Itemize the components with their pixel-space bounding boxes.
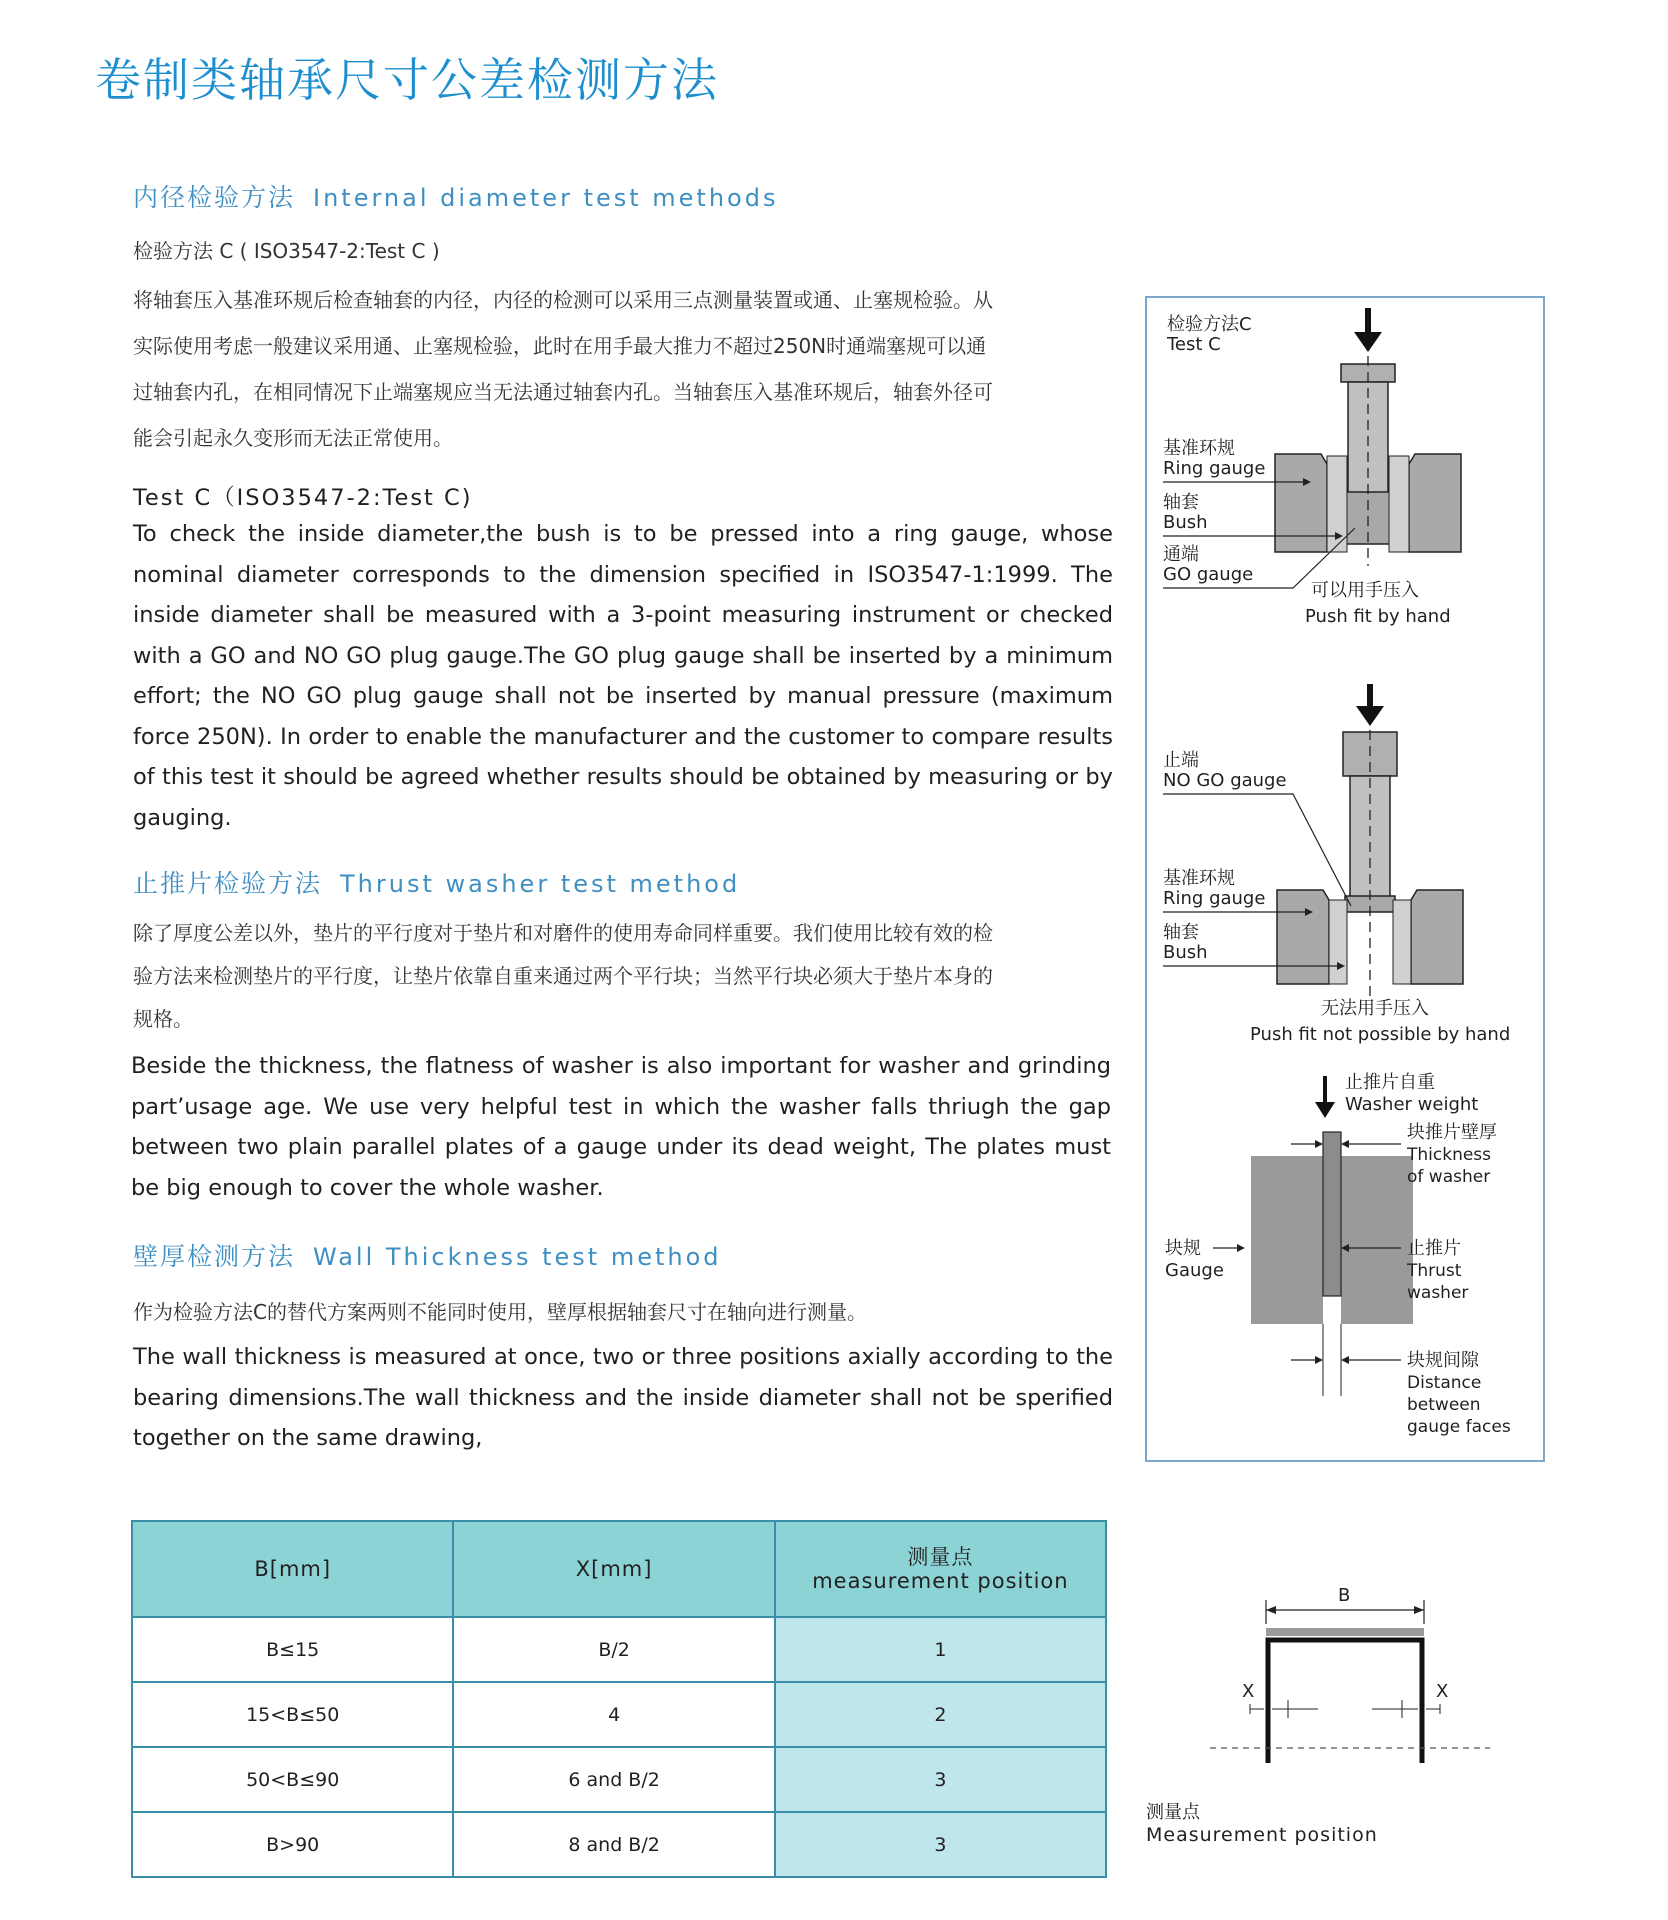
label-thrust-en-1: Thrust	[1407, 1261, 1462, 1281]
label-x-right: X	[1436, 1681, 1449, 1702]
section-heading-thrust-en: Thrust washer test method	[340, 870, 741, 898]
measurement-position-diagram	[1190, 1580, 1510, 1780]
cell-b: B>90	[132, 1812, 453, 1877]
cell-b: 15<B≤50	[132, 1682, 453, 1747]
thrust-en-paragraph: Beside the thickness, the flatness of washer is also important for washer and grinding part’usage age. We use very helpful test in which the washer falls thriugh the gap between two plain parallel plates of a gauge under its dead weight, The plates must be big enough to cover the whole washer.	[131, 1053, 1111, 1201]
diagram-caption-en: Measurement position	[1146, 1824, 1378, 1846]
label-go-cn: 通端	[1163, 544, 1199, 565]
label-test-c-cn: 检验方法C	[1167, 314, 1252, 335]
header-b: B[mm]	[132, 1521, 453, 1617]
label-ring-gauge-en: Ring gauge	[1163, 888, 1266, 909]
label-no-push-cn: 无法用手压入	[1321, 998, 1429, 1019]
inner-en-title: Test C（ISO3547-2:Test C)	[133, 485, 473, 511]
label-thrust-en-2: washer	[1407, 1283, 1469, 1303]
label-gauge-en: Gauge	[1165, 1260, 1224, 1281]
label-bush-cn: 轴套	[1163, 492, 1199, 513]
section-heading-wall	[133, 1237, 722, 1273]
label-ring-gauge-en: Ring gauge	[1163, 458, 1266, 479]
cell-x: B/2	[453, 1617, 774, 1682]
label-thickness-cn: 块推片壁厚	[1407, 1122, 1497, 1143]
cell-b: 50<B≤90	[132, 1747, 453, 1812]
inner-cn-paragraph	[133, 277, 1113, 461]
label-distance-en-3: gauge faces	[1407, 1417, 1511, 1437]
thrust-cn-paragraph	[133, 912, 1113, 1041]
label-ring-gauge-cn: 基准环规	[1163, 438, 1235, 459]
table-row	[132, 1682, 1106, 1747]
label-push-fit-cn: 可以用手压入	[1311, 580, 1419, 601]
label-thickness-en-1: Thickness	[1407, 1145, 1492, 1165]
cell-b: B≤15	[132, 1617, 453, 1682]
label-distance-en-1: Distance	[1407, 1373, 1482, 1393]
label-washer-weight-cn: 止推片自重	[1345, 1072, 1435, 1093]
washer-weight-arrow-icon	[1315, 1076, 1335, 1118]
thrust-cn-line: 规格。	[133, 1007, 193, 1031]
table-row	[132, 1747, 1106, 1812]
diagram-caption-cn: 测量点	[1146, 1802, 1200, 1823]
section-heading-wall-en: Wall Thickness test method	[313, 1243, 722, 1271]
label-nogo-cn: 止端	[1163, 750, 1199, 771]
inner-cn-line: 能会引起永久变形而无法正常使用。	[133, 426, 453, 450]
cell-x: 6 and B/2	[453, 1747, 774, 1812]
section-heading-thrust	[133, 864, 740, 900]
bush-profile	[1268, 1640, 1422, 1763]
label-go-en: GO gauge	[1163, 564, 1254, 585]
thrust-cn-line: 验方法来检测垫片的平行度，让垫片依靠自重来通过两个平行块；当然平行块必须大于垫片本身的	[133, 964, 993, 988]
label-distance-cn: 块规间隙	[1407, 1350, 1479, 1371]
cell-position: 1	[775, 1617, 1106, 1682]
label-gauge-cn: 块规	[1165, 1238, 1201, 1259]
inner-cn-line: 将轴套压入基准环规后检查轴套的内径，内径的检测可以采用三点测量装置或通、止塞规检验。从	[133, 288, 993, 312]
force-arrow-icon	[1354, 308, 1382, 352]
cell-x: 4	[453, 1682, 774, 1747]
thrust-washer	[1323, 1132, 1341, 1296]
section-heading-thrust-cn: 止推片检验方法	[133, 869, 323, 898]
wall-cn-paragraph: 作为检验方法C的替代方案两则不能同时使用，壁厚根据轴套尺寸在轴向进行测量。	[133, 1300, 867, 1324]
label-nogo-en: NO GO gauge	[1163, 770, 1287, 791]
label-no-push-en: Push fit not possible by hand	[1250, 1024, 1511, 1045]
label-thickness-en-2: of washer	[1407, 1167, 1491, 1187]
inner-subtitle: 检验方法 C ( ISO3547-2:Test C )	[133, 239, 440, 263]
table-row	[132, 1617, 1106, 1682]
label-b: B	[1338, 1585, 1351, 1606]
table-header-row	[132, 1521, 1106, 1617]
label-bush-cn: 轴套	[1163, 922, 1199, 943]
section-heading-inner-en: Internal diameter test methods	[313, 184, 779, 212]
section-heading-wall-cn: 壁厚检测方法	[133, 1242, 296, 1271]
inner-en-paragraph: To check the inside diameter,the bush is to be pressed into a ring gauge, whose nominal diameter corresponds to the dimension specified in ISO3547-1:1999. The inside diameter shall be measured with a 3-point measuring instrument or checked with a GO and NO GO plug gauge.The GO plug gauge shall be inserted by a minimum effort; the NO GO plug gauge shall not be inserted by manual pressure (maximum force 250N). In order to enable the manufacturer and the customer to compare results of this test it should be agreed whether results should be obtained by measuring or by gauging.	[133, 521, 1113, 831]
cell-position: 3	[775, 1747, 1106, 1812]
nogo-plug-gauge	[1343, 732, 1397, 912]
force-arrow-icon	[1356, 684, 1384, 726]
thrust-cn-line: 除了厚度公差以外，垫片的平行度对于垫片和对磨件的使用寿命同样重要。我们使用比较有效的检	[133, 921, 993, 945]
measurement-table	[131, 1520, 1107, 1878]
cell-position: 3	[775, 1812, 1106, 1877]
label-distance-en-2: between	[1407, 1395, 1481, 1415]
header-position-en: measurement position	[812, 1569, 1069, 1593]
header-position-cn: 测量点	[907, 1545, 974, 1569]
label-bush-en: Bush	[1163, 512, 1208, 533]
cell-position: 2	[775, 1682, 1106, 1747]
inner-cn-line: 过轴套内孔，在相同情况下止端塞规应当无法通过轴套内孔。当轴套压入基准环规后，轴套外径可	[133, 380, 993, 404]
header-position	[775, 1521, 1106, 1617]
label-washer-weight-en: Washer weight	[1345, 1094, 1479, 1115]
cell-x: 8 and B/2	[453, 1812, 774, 1877]
section-heading-inner-cn: 内径检验方法	[133, 183, 296, 212]
label-bush-en: Bush	[1163, 942, 1208, 963]
test-figures	[1145, 296, 1545, 1462]
wall-en-paragraph: The wall thickness is measured at once, two or three positions axially according to the bearing dimensions.The wall thickness and the inside diameter shall not be sperified together on the same drawing,	[133, 1344, 1113, 1451]
section-heading-inner	[133, 178, 778, 214]
label-ring-gauge-cn: 基准环规	[1163, 868, 1235, 889]
bush-wall-section	[1266, 1628, 1424, 1636]
page-title: 卷制类轴承尺寸公差检测方法	[95, 53, 719, 107]
header-x: X[mm]	[453, 1521, 774, 1617]
label-thrust-cn: 止推片	[1407, 1238, 1461, 1259]
inner-cn-line: 实际使用考虑一般建议采用通、止塞规检验，此时在用手最大推力不超过250N时通端塞规可以通	[133, 334, 987, 358]
table-row	[132, 1812, 1106, 1877]
label-push-fit-en: Push fit by hand	[1305, 606, 1451, 627]
label-test-c-en: Test C	[1167, 334, 1221, 355]
label-x-left: X	[1242, 1681, 1255, 1702]
